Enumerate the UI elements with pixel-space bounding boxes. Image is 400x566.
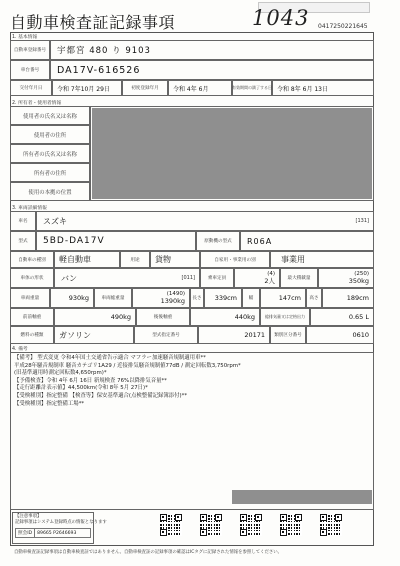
issue-date-value: 令和 7年10月 29日: [52, 80, 122, 96]
user-address-label: 使用者の住所: [10, 125, 90, 144]
business-label: 自家用・事業用の別: [200, 251, 270, 268]
remarks-line: 平成28年騒音規制車 騒音カテゴリ1A29 / 近接排気騒音規制値77dB / 測定回転数3,750rpm*: [14, 362, 241, 369]
gross-weight-cell: [132, 288, 190, 308]
type-designation-value: 20171: [198, 326, 270, 344]
qr-code-icon: [200, 514, 222, 536]
document-title: 自動車検査証記録事項: [10, 13, 176, 32]
engine-model-label: 原動機の型式: [196, 231, 240, 251]
capacity-value: 2人: [264, 277, 275, 285]
qr-code-icon: [160, 514, 182, 536]
section-vehicle-label: 3. 車両詳細情報: [12, 206, 47, 211]
qr-code-icon: [240, 514, 262, 536]
maker-value: スズキ: [43, 216, 67, 226]
displacement-label: 総排気量又は定格出力: [260, 308, 310, 326]
notice-text: 記録事項はシステム登録時点の情報となります: [15, 520, 107, 525]
qr-code-icon: [280, 514, 302, 536]
category-label: 自動車の種別: [10, 251, 54, 268]
owner-name-label: 所有者の氏名又は名称: [10, 144, 90, 163]
fuel-value: ガソリン: [54, 326, 134, 344]
type-designation-label: 型式指定番号: [134, 326, 198, 344]
height-value: 189cm: [322, 288, 374, 308]
remarks-line: 【備考】 型式変更 令和4年国土交通省告示適合 マフラー加速騒音規制適用車**: [14, 355, 206, 361]
section-owner-label: 2. 所有者・使用者情報: [12, 101, 62, 106]
remarks-line: 【受検種別】指定整備工場**: [14, 400, 85, 407]
document-number: 0417250221645: [318, 23, 368, 30]
max-load-cell: [318, 268, 374, 288]
owner-address-label: 所有者の住所: [10, 163, 90, 182]
max-load-original: (250): [354, 271, 369, 277]
chassis-label: 車台番号: [10, 60, 50, 80]
business-value: 事業用: [270, 251, 374, 268]
redaction-block-owner: [92, 108, 372, 199]
section-remarks-label: 4. 備考: [12, 347, 28, 352]
remarks-line: 【走行距離計表示値】44,500km(令和 8年 5月 27日)*: [14, 385, 148, 392]
body-shape-cell: [54, 268, 200, 288]
width-value: 147cm: [260, 288, 306, 308]
remarks-line: 【受検種別】指定整備 【検査等】保安基準適合(点検整備記録簿添付)**: [14, 392, 188, 399]
first-registration-value: 令和 4年 6月: [168, 80, 232, 96]
fuel-label: 燃料の種類: [10, 326, 54, 344]
body-shape-label: 車体の形状: [10, 268, 54, 288]
capacity-original: (4): [267, 271, 275, 277]
max-load-label: 最大積載量: [280, 268, 318, 288]
footer-note: 自動車検査証記録事項は自動車検査証ではありません。自動車検査証の記録事項の確認はICタグに記録された情報を参照してください。: [14, 550, 283, 555]
gross-weight-original: (1490): [166, 291, 185, 297]
length-value: 339cm: [204, 288, 242, 308]
classification-label: 類別区分番号: [270, 326, 306, 344]
notice-title: 【注意事項】: [15, 514, 42, 519]
notice-box: [12, 512, 107, 544]
classification-value: 0610: [306, 326, 374, 344]
width-label: 幅: [242, 288, 260, 308]
body-shape-code: [011]: [181, 275, 195, 281]
maker-cell: [36, 211, 374, 231]
expiry-value: 令和 8年 6月 13日: [272, 80, 374, 96]
max-load-value: 350kg: [348, 277, 369, 285]
usage-value: 貨物: [150, 251, 200, 268]
qr-code-icon: [320, 514, 342, 536]
front-axle-value: 490kg: [54, 308, 136, 326]
inquiry-id-label: 照会ID: [16, 529, 35, 537]
capacity-label: 乗車定員: [200, 268, 234, 288]
capacity-cell: [234, 268, 280, 288]
gross-weight-label: 車両総重量: [94, 288, 132, 308]
issue-date-label: 交付年月日: [10, 80, 52, 96]
section-basic-label: 1. 基本情報: [12, 35, 38, 40]
remarks-text: [14, 355, 370, 408]
length-label: 長さ: [190, 288, 204, 308]
inquiry-id-row: [15, 528, 91, 538]
usage-label: 用途: [120, 251, 150, 268]
engine-model-value: R06A: [240, 231, 374, 251]
rear-axle-label: 後後軸重: [136, 308, 190, 326]
expiry-label: 有効期間の満了する日: [232, 80, 272, 96]
inquiry-id-value: 89665 P2646693: [37, 530, 77, 536]
maker-code: [131]: [355, 218, 369, 224]
displacement-value: 0.65 L: [310, 308, 374, 326]
redaction-block-bottom: [232, 490, 372, 504]
registration-value: 宇都宮 480 り 9103: [50, 40, 374, 60]
category-value: 軽自動車: [54, 251, 120, 268]
model-label: 型式: [10, 231, 36, 251]
model-value: 5BD-DA17V: [36, 231, 196, 251]
body-shape-value: バン: [61, 273, 77, 283]
base-location-label: 使用の本拠の位置: [10, 182, 90, 201]
user-name-label: 使用者の氏名又は名称: [10, 106, 90, 125]
remarks-line: 【予備検査】令和 4年 6月 16日 新規検査 76%以降排気音量**: [14, 377, 167, 384]
gross-weight-value: 1390kg: [160, 297, 185, 305]
remarks-line: (旧基準適用時測定回転数4,650rpm)*: [14, 370, 107, 377]
weight-label: 車両重量: [10, 288, 50, 308]
front-axle-label: 前前軸重: [10, 308, 54, 326]
rear-axle-value: 440kg: [190, 308, 260, 326]
handwritten-number: 1043: [252, 6, 310, 30]
registration-label: 自動車登録番号: [10, 40, 50, 60]
weight-value: 930kg: [50, 288, 94, 308]
first-registration-label: 初度登録年月: [122, 80, 168, 96]
height-label: 高さ: [306, 288, 322, 308]
chassis-value: DA17V-616526: [50, 60, 374, 80]
maker-label: 車名: [10, 211, 36, 231]
